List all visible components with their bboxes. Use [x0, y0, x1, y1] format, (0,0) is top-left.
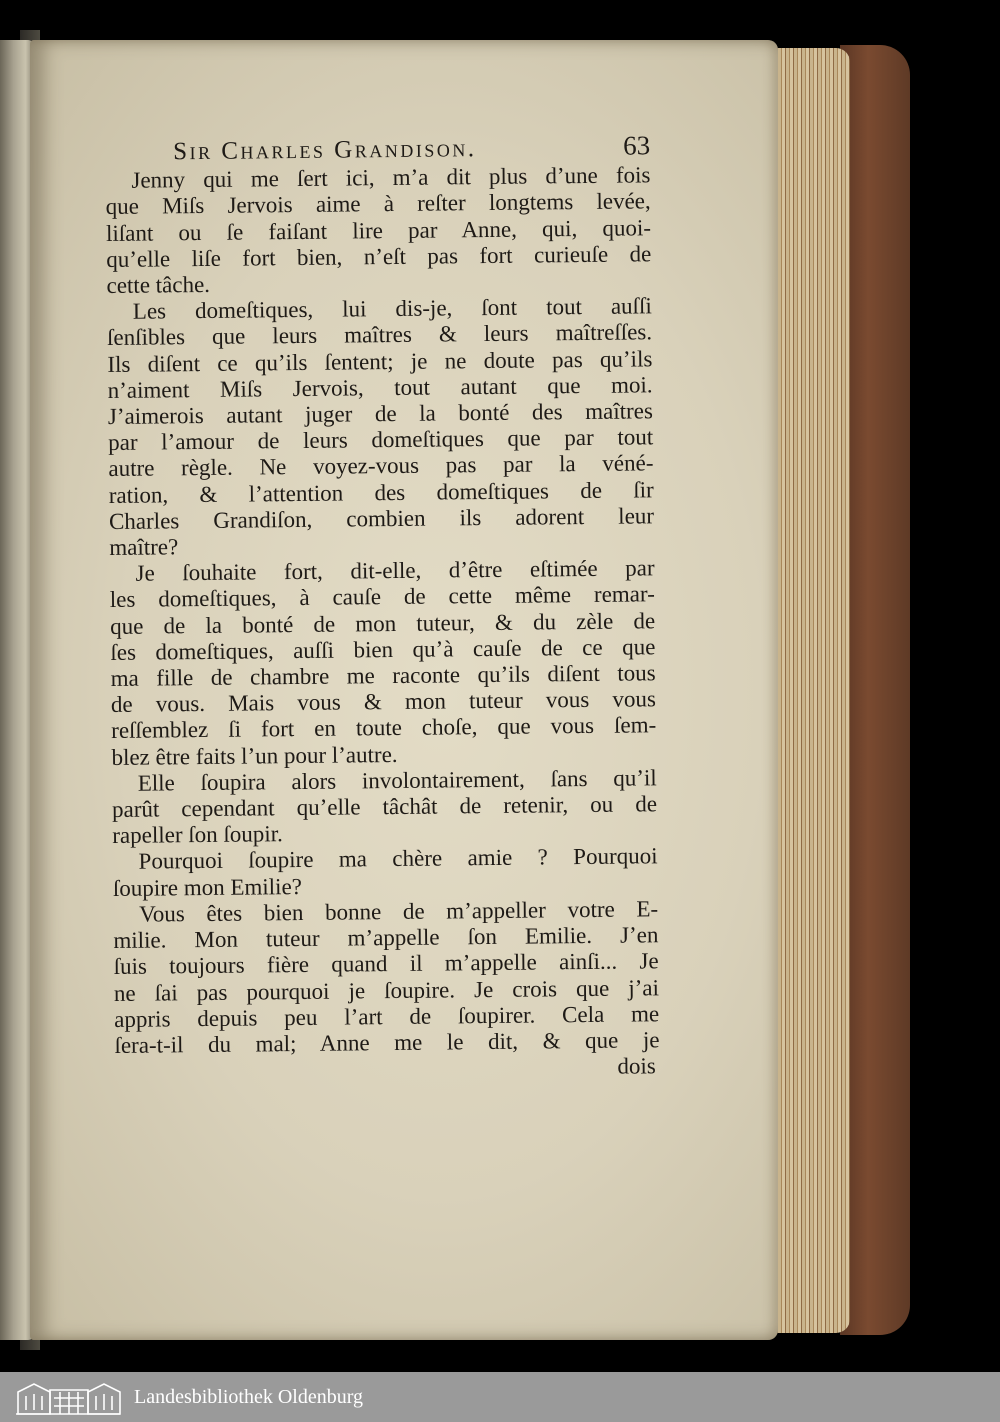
text-line: Ils diſent ce qu’ils ſentent; je ne doute pas qu’ils [107, 345, 653, 377]
page-number: 63 [622, 130, 651, 161]
paragraph [109, 556, 656, 771]
text-line: parût cependant qu’elle tâchât de retenir, ou de [111, 791, 658, 823]
paragraph [112, 765, 658, 849]
text-line: Vous êtes bien bonne de m’appeller votre E- [138, 896, 659, 927]
text-line: ſenſibles que leurs maîtres & leurs maîtreſſes. [106, 319, 653, 351]
left-page-edge [0, 40, 34, 1340]
library-footer-bar [0, 1372, 1000, 1422]
paragraph [105, 162, 651, 299]
text-line: Les domeſtiques, lui dis-je, ſont tout auſſi [132, 293, 652, 324]
text-line: autre règle. Ne voyez-vous pas par la véné- [108, 450, 654, 482]
text-line: Elle ſoupira alors involontairement, ſans qu’il [137, 765, 657, 796]
running-head-title: Sir Charles Grandison. [173, 135, 477, 166]
text-line: ſuis toujours fière quand il m’appelle ainſi... Je [113, 948, 659, 980]
text-line: appris depuis peu l’art de ſoupirer. Cela me [114, 1000, 660, 1032]
text-line: ration, & l’attention des domeſtiques de ſir [108, 476, 654, 508]
text-line: Pourquoi ſoupire ma chère amie ? Pourquoi [138, 843, 658, 875]
page-stack-edges [770, 48, 850, 1333]
book-cover-edge [840, 45, 910, 1335]
library-name: Landesbibliothek Oldenburg [134, 1385, 364, 1408]
text-line: ne ſai pas pourquoi je ſoupire. Je crois que j’ai [113, 974, 660, 1006]
text-line: Charles Grandiſon, combien ils adorent leur [108, 503, 655, 534]
page-text [105, 132, 660, 1085]
running-header [105, 132, 650, 166]
text-line: qu’elle liſe fort bien, n’eſt pas fort curieuſe de [106, 241, 652, 272]
text-line: ſes domeſtiques, auſſi bien qu’à cauſe de ce que [110, 634, 656, 665]
text-line: ſera-t-il du mal; Anne me le dit, & que je [114, 1027, 660, 1058]
text-line: maître? [109, 534, 179, 561]
text-line: les domeſtiques, à cauſe de cette même remar- [109, 581, 655, 613]
text-line: de vous. Mais vous & mon tuteur vous vous [110, 686, 657, 718]
text-line: que de la bonté de mon tuteur, & du zèle de [109, 607, 656, 639]
text-line: ſoupire mon Emilie? [112, 873, 303, 901]
text-line: J’aimerois autant juger de la bonté des maîtres [107, 398, 654, 430]
paragraph [112, 844, 658, 902]
text-line: rapeller ſon ſoupir. [112, 821, 283, 849]
text-line: ma fille de chambre me raconte qu’ils diſent tous [110, 660, 656, 692]
text-line: Jenny qui me ſert ici, m’a dit plus d’une fois [131, 162, 651, 193]
text-line: blez être faits l’un pour l’autre. [111, 741, 398, 770]
text-line: reſſemblez ſi fort en toute choſe, que vous ſem- [111, 712, 657, 744]
text-line: liſant ou ſe faiſant lire par Anne, qui, quoi- [105, 214, 652, 246]
text-line: n’aiment Miſs Jervois, tout autant que moi. [107, 372, 653, 403]
text-line: Je ſouhaite fort, dit-elle, d’être eſtimée par [135, 555, 655, 586]
catchword: dois [617, 1053, 656, 1079]
text-line: milie. Mon tuteur m’appelle ſon Emilie. J’en [113, 922, 659, 954]
paragraph [107, 294, 655, 562]
paragraph [113, 896, 660, 1059]
text-line: que Miſs Jervois aime à reſter longtems levée, [105, 188, 651, 220]
library-building-icon [14, 1378, 122, 1416]
text-line: cette tâche. [106, 271, 211, 299]
text-line: par l’amour de leurs domeſtiques que par tout [108, 424, 654, 456]
